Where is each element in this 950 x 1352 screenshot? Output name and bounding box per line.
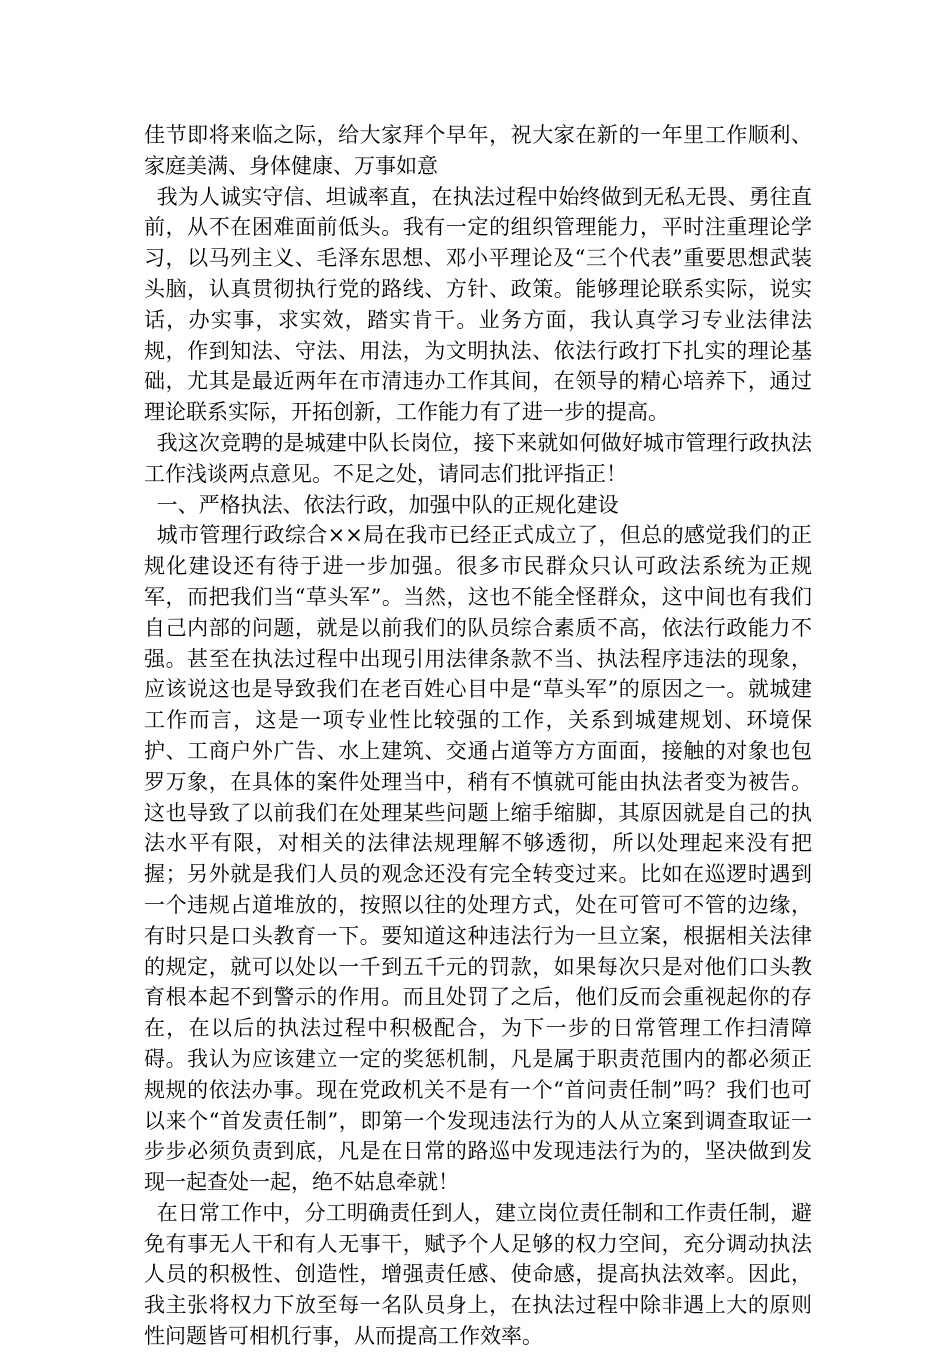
paragraph-regularization: 城市管理行政综合××局在我市已经正式成立了，但总的感觉我们的正规化建设还有待于进一步加强。很多市民群众只认可政法系统为正规军，而把我们当“草头军”。当然，这也不能全怪群众，这中间也有我们自己内部的问题，就是以前我们的队员综合素质不高，依法行政能力不强。甚至在执法过程中出现引用法律条款不当、执法程序违法的现象，应该说这也是导致我们在老百姓心目中是“草头军”的原因之一。就城建工作而言，这是一项专业性比较强的工作，关系到城建规划、环境保护、工商户外广告、水上建筑、交通占道等方方面面，接触的对象也包罗万象，在具体的案件处理当中，稍有不慎就可能由执法者变为被告。这也导致了以前我们在处理某些问题上缩手缩脚，其原因就是自己的执法水平有限，对相关的法律法规理解不够透彻，所以处理起来没有把握；另外就是我们人员的观念还没有完全转变过来。比如在巡逻时遇到一个违规占道堆放的，按照以往的处理方式，处在可管可不管的边缘，有时只是口头教育一下。要知道这种违法行为一旦立案，根据相关法律的规定，就可以处以一千到五千元的罚款，如果每次只是对他们口头教育根本起不到警示的作用。而且处罚了之后，他们反而会重视起你的存在，在以后的执法过程中积极配合，为下一步的日常管理工作扫清障碍。我认为应该建立一定的奖惩机制，凡是属于职责范围内的都必须正规规的依法办事。现在党政机关不是有一个“首问责任制”吗？我们也可以来个“首发责任制”，即第一个发现违法行为的人从立案到调查取证一步步必须负责到底，凡是在日常的路巡中发现违法行为的，坚决做到发现一起查处一起，绝不姑息牵就！ xyxy=(144,523,812,1195)
document-page xyxy=(144,120,812,1352)
paragraph-self-introduction: 我为人诚实守信、坦诚率直，在执法过程中始终做到无私无畏、勇往直前，从不在困难面前低头。我有一定的组织管理能力，平时注重理论学习，以马列主义、毛泽东思想、邓小平理论及“三个代表”重要思想武装头脑，认真贯彻执行党的路线、方针、政策。能够理论联系实际，说实话，办实事，求实效，踏实肯干。业务方面，我认真学习专业法律法规，作到知法、守法、用法，为文明执法、依法行政打下扎实的理论基础，尤其是最近两年在市清违办工作其间，在领导的精心培养下，通过理论联系实际，开拓创新，工作能力有了进一步的提高。 xyxy=(144,184,812,425)
paragraph-greeting: 佳节即将来临之际，给大家拜个早年，祝大家在新的一年里工作顺利、家庭美满、身体健康、万事如意 xyxy=(144,123,812,178)
paragraph-responsibility: 在日常工作中，分工明确责任到人，建立岗位责任制和工作责任制，避免有事无人干和有人无事干，赋予个人足够的权力空间，充分调动执法人员的积极性、创造性，增强责任感、使命感，提高执法效率。因此，我主张将权力下放至每一名队员身上，在执法过程中除非遇上大的原则性问题皆可相机行事，从而提高工作效率。 xyxy=(144,1200,812,1349)
paragraph-position-intro: 我这次竞聘的是城建中队长岗位，接下来就如何做好城市管理行政执法工作浅谈两点意见。不足之处，请同志们批评指正！ xyxy=(144,430,812,486)
section-heading-1: 一、严格执法、依法行政，加强中队的正规化建设 xyxy=(156,492,619,517)
